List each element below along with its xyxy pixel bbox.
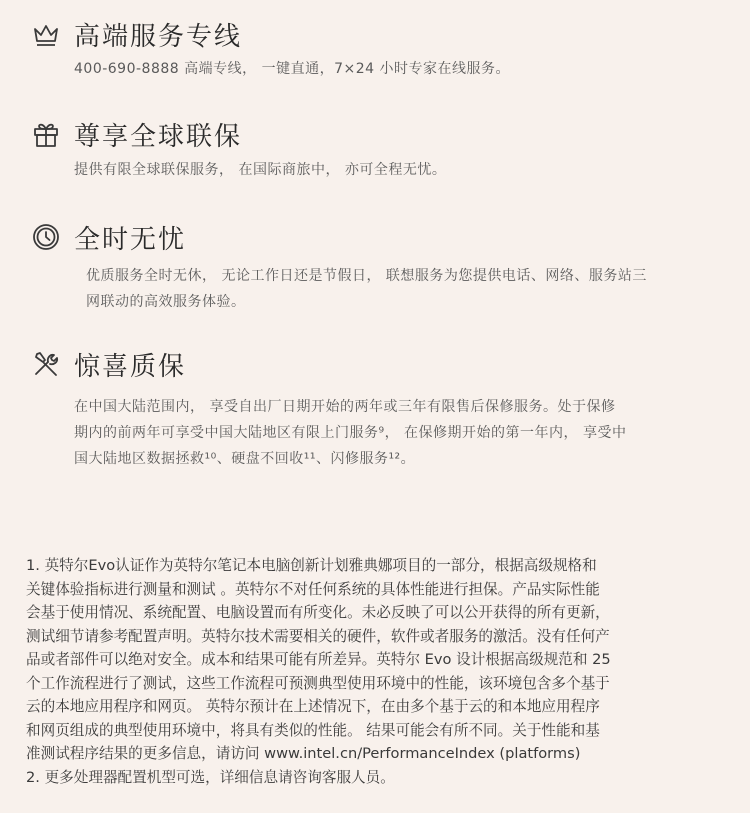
- section-title: 尊享全球联保: [74, 121, 243, 152]
- section-header: [30, 114, 242, 154]
- section-description: [74, 157, 446, 183]
- section-description: [74, 394, 627, 472]
- description-line: 优质服务全时无休， 无论工作日还是节假日， 联想服务为您提供电话、网络、服务站三: [86, 268, 647, 284]
- description-line: 网联动的高效服务体验。: [86, 294, 246, 310]
- gift-icon: [30, 118, 62, 150]
- section-header: [30, 14, 242, 54]
- description-line: 期内的前两年可享受中国大陆地区有限上门服务⁹， 在保修期开始的第一年内， 享受中: [74, 425, 627, 441]
- footnote-line: 测试细节请参考配置声明。英特尔技术需要相关的硬件，软件或者服务的激活。没有任何产: [26, 627, 610, 645]
- description-line: 国大陆地区数据拯救¹⁰、硬盘不回收¹¹、闪修服务¹²。: [74, 451, 416, 467]
- footnote-line: 个工作流程进行了测试，这些工作流程可预测典型使用环境中的性能，该环境包含多个基于: [26, 674, 610, 692]
- footnote-line: 关键体验指标进行测量和测试 。英特尔不对任何系统的具体性能进行担保。产品实际性能: [26, 580, 600, 598]
- section-header: [30, 217, 186, 257]
- description-line: 在中国大陆范围内， 享受自出厂日期开始的两年或三年有限售后保修服务。处于保修: [74, 399, 616, 415]
- footnote-line: 云的本地应用程序和网页。 英特尔预计在上述情况下，在由多个基于云的和本地应用程序: [26, 698, 600, 715]
- section-title: 全时无忧: [74, 224, 187, 255]
- section-title: 惊喜质保: [74, 351, 187, 382]
- section-description: [74, 56, 510, 82]
- section-description: [86, 263, 647, 315]
- footnotes: [26, 554, 732, 789]
- tools-icon: [30, 348, 62, 380]
- clock-icon: [30, 221, 62, 253]
- footnote-line: 会基于使用情况、系统配置、电脑设置而有所变化。未必反映了可以公开获得的所有更新，: [26, 604, 610, 621]
- footnote-line: 品或者部件可以绝对安全。成本和结果可能有所差异。英特尔 Evo 设计根据高级规范和 25: [26, 651, 611, 668]
- section-title: 高端服务专线: [74, 21, 243, 52]
- description-line: 400-690-8888 高端专线， 一键直通，7×24 小时专家在线服务。: [74, 61, 510, 77]
- footnote-line: 和网页组成的典型使用环境中，将具有类似的性能。 结果可能会有所不同。关于性能和基: [26, 721, 600, 739]
- section-header: [30, 344, 186, 384]
- crown-icon: [30, 18, 62, 50]
- description-line: 提供有限全球联保服务， 在国际商旅中， 亦可全程无忧。: [74, 162, 447, 178]
- footnote-line: 2. 更多处理器配置机型可选，详细信息请咨询客服人员。: [26, 768, 395, 786]
- footnote-line: 准测试程序结果的更多信息，请访问 www.intel.cn/PerformanceIndex (platforms): [26, 745, 581, 762]
- footnote-line: 1. 英特尔Evo认证作为英特尔笔记本电脑创新计划雅典娜项目的一部分，根据高级规格和: [26, 557, 597, 574]
